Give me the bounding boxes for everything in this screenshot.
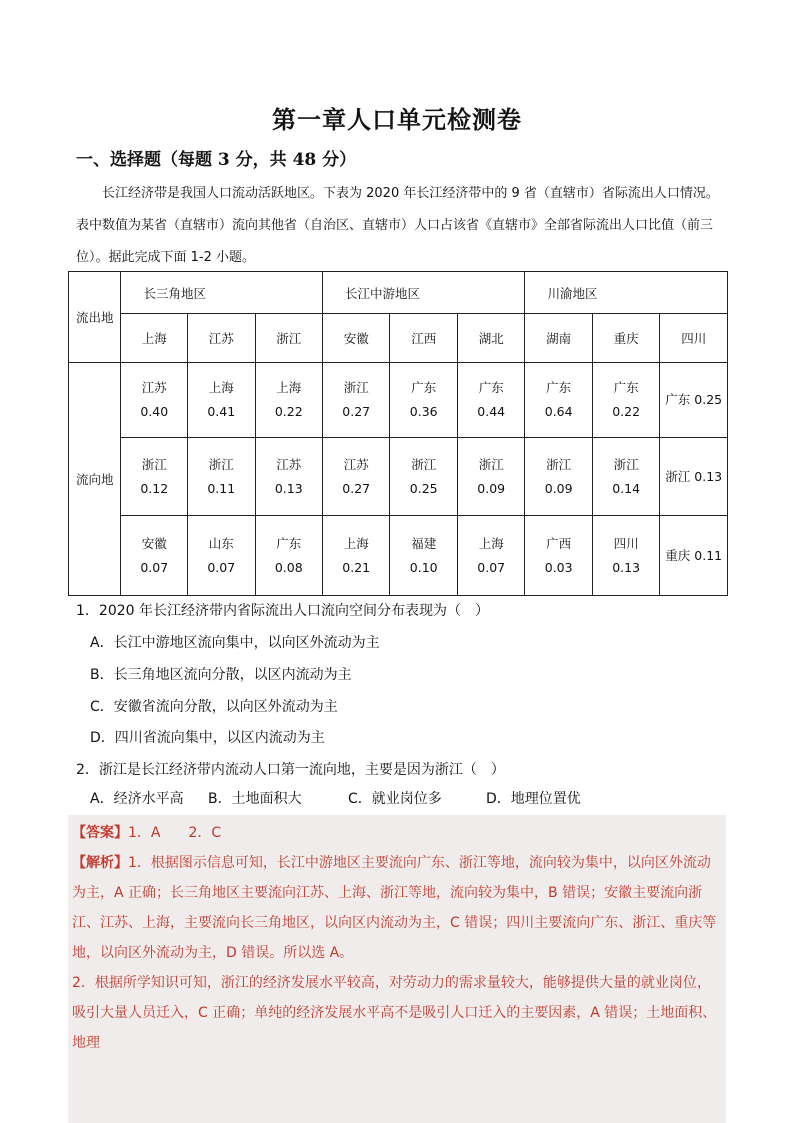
table-cell — [390, 363, 457, 438]
destination-name: 广东 — [276, 535, 302, 551]
region-yangtze-delta: 长三角地区 — [121, 272, 323, 314]
province-header: 浙江 — [255, 314, 322, 363]
question-1-option-a[interactable]: A．长江中游地区流向集中，以向区外流动为主 — [90, 635, 380, 651]
table-cell — [188, 363, 255, 438]
destination-share: 0.09 — [477, 480, 506, 496]
province-header: 湖南 — [525, 314, 592, 363]
destination-name: 重庆 0.11 — [665, 547, 723, 563]
table-cell — [525, 438, 592, 516]
destination-name: 江苏 — [141, 380, 167, 395]
table-cell — [592, 516, 659, 596]
table-cell — [121, 363, 188, 438]
answer-tag: 【答案】 — [72, 825, 128, 841]
destination-name: 上海 — [478, 535, 504, 551]
region-middle-yangtze: 长江中游地区 — [322, 272, 524, 314]
destination-share: 0.10 — [409, 559, 438, 575]
analysis-tag: 【解析】 — [72, 855, 128, 871]
table-cell — [660, 516, 728, 596]
destination-name: 上海 — [208, 380, 234, 395]
table-cell — [390, 438, 457, 516]
table-cell — [255, 516, 322, 596]
destination-share: 0.07 — [207, 559, 236, 575]
question-1-option-d[interactable]: D．四川省流向集中，以区内流动为主 — [90, 730, 325, 746]
destination-share: 0.27 — [342, 404, 371, 419]
destination-share: 0.41 — [207, 404, 236, 419]
table-cell — [457, 516, 524, 596]
destination-share: 0.22 — [612, 404, 641, 419]
table-cell — [660, 363, 728, 438]
table-cell — [255, 363, 322, 438]
destination-share: 0.22 — [274, 404, 303, 419]
province-header: 上海 — [121, 314, 188, 363]
province-header: 江西 — [390, 314, 457, 363]
destination-name: 江苏 — [276, 456, 302, 472]
destination-share: 0.64 — [544, 404, 573, 419]
destination-name: 四川 — [613, 535, 639, 551]
answer-line — [72, 818, 722, 848]
province-header: 四川 — [660, 314, 728, 363]
outflow-header: 流出地 — [69, 272, 121, 363]
answer-box — [68, 815, 726, 1123]
destination-name: 广东 — [546, 380, 572, 395]
table-cell — [255, 438, 322, 516]
destination-name: 福建 — [411, 535, 437, 551]
question-1-option-b[interactable]: B．长三角地区流向分散，以区内流动为主 — [90, 667, 352, 683]
destination-name: 山东 — [208, 535, 234, 551]
destination-share: 0.03 — [544, 559, 573, 575]
destination-name: 浙江 — [208, 456, 234, 472]
destination-name: 广东 — [478, 380, 504, 395]
destination-share: 0.13 — [612, 559, 641, 575]
table-cell — [457, 438, 524, 516]
destination-share: 0.08 — [274, 559, 303, 575]
table-cell — [660, 438, 728, 516]
destination-name: 浙江 — [613, 456, 639, 472]
inflow-header: 流向地 — [69, 363, 121, 596]
table-cell — [121, 438, 188, 516]
table-cell — [525, 516, 592, 596]
destination-share: 0.07 — [140, 559, 169, 575]
question-2-option-a[interactable]: A．经济水平高 — [90, 791, 184, 807]
page-title: 第一章人口单元检测卷 — [272, 105, 522, 134]
destination-name: 江苏 — [343, 456, 369, 472]
question-1-option-c[interactable]: C．安徽省流向分散，以向区外流动为主 — [90, 699, 338, 715]
destination-name: 上海 — [276, 380, 302, 395]
destination-share: 0.40 — [140, 404, 169, 419]
destination-name: 浙江 — [478, 456, 504, 472]
destination-name: 上海 — [343, 535, 369, 551]
table-cell — [592, 438, 659, 516]
destination-share: 0.07 — [477, 559, 506, 575]
destination-name: 浙江 — [546, 456, 572, 472]
table-cell — [525, 363, 592, 438]
question-2-options — [90, 788, 581, 808]
destination-share: 0.44 — [477, 404, 506, 419]
destination-name: 广东 — [411, 380, 437, 395]
question-2-option-b[interactable]: B．土地面积大 — [208, 791, 302, 807]
question-1-stem: 1．2020 年长江经济带内省际流出人口流向空间分布表现为（ ） — [76, 603, 489, 619]
destination-name: 安徽 — [141, 535, 167, 551]
section-heading: 一、选择题（每题 3 分，共 48 分） — [76, 150, 357, 170]
destination-share: 0.36 — [409, 404, 438, 419]
table-cell — [322, 516, 389, 596]
analysis-paragraph-2: 2．根据所学知识可知，浙江的经济发展水平较高，对劳动力的需求量较大，能够提供大量的就业岗位，吸引大量人员迁入，C 正确；单纯的经济发展水平高不是吸引人口迁入的主要因素，A 错误；土地面积、地理 — [72, 975, 717, 1051]
answer-text: 1．A 2．C — [128, 825, 222, 841]
province-header: 安徽 — [322, 314, 389, 363]
table-cell — [121, 516, 188, 596]
destination-name: 广东 0.25 — [665, 392, 723, 407]
destination-share: 0.27 — [342, 480, 371, 496]
table-cell — [188, 516, 255, 596]
province-header: 湖北 — [457, 314, 524, 363]
destination-name: 浙江 0.13 — [665, 468, 723, 484]
table-cell — [592, 363, 659, 438]
population-table — [68, 271, 728, 596]
intro-paragraph: 长江经济带是我国人口流动活跃地区。下表为 2020 年长江经济带中的 9 省（直辖市）省际流出人口情况。表中数值为某省（直辖市）流向其他省（自治区、直辖市）人口占该省《直辖市》全部省际流出人口比值（前三位）。据此完成下面 1-2 小题。 — [76, 186, 719, 265]
destination-share: 0.11 — [207, 480, 236, 496]
destination-name: 浙江 — [411, 456, 437, 472]
analysis-text-1: 1．根据图示信息可知，长江中游地区主要流向广东、浙江等地，流向较为集中，以向区外流动为主，A 正确；长三角地区主要流向江苏、上海、浙江等地，流向较为集中，B 错误；安徽主要流向浙江、江苏、上海，主要流向长三角地区，以向区内流动为主，C 错误；四川主要流向广东、浙江、重庆等地，以向区外流动为主，D 错误。所以选 A。 — [72, 855, 717, 961]
destination-share: 0.13 — [274, 480, 303, 496]
destination-share: 0.12 — [140, 480, 169, 496]
destination-name: 广西 — [546, 535, 572, 551]
table-cell — [322, 363, 389, 438]
table-cell — [322, 438, 389, 516]
destination-share: 0.25 — [409, 480, 438, 496]
table-cell — [390, 516, 457, 596]
destination-name: 浙江 — [141, 456, 167, 472]
region-sichuan-chongqing: 川渝地区 — [525, 272, 728, 314]
destination-share: 0.21 — [342, 559, 371, 575]
destination-name: 广东 — [613, 380, 639, 395]
destination-share: 0.14 — [612, 480, 641, 496]
question-2-option-d[interactable]: D．地理位置优 — [486, 791, 581, 807]
question-2-option-c[interactable]: C．就业岗位多 — [348, 791, 442, 807]
question-2-stem: 2．浙江是长江经济带内流动人口第一流向地，主要是因为浙江（ ） — [76, 762, 505, 778]
analysis-paragraph-1 — [72, 848, 722, 968]
table-cell — [188, 438, 255, 516]
destination-name: 浙江 — [343, 380, 369, 395]
table-cell — [457, 363, 524, 438]
destination-share: 0.09 — [544, 480, 573, 496]
province-header: 重庆 — [592, 314, 659, 363]
province-header: 江苏 — [188, 314, 255, 363]
